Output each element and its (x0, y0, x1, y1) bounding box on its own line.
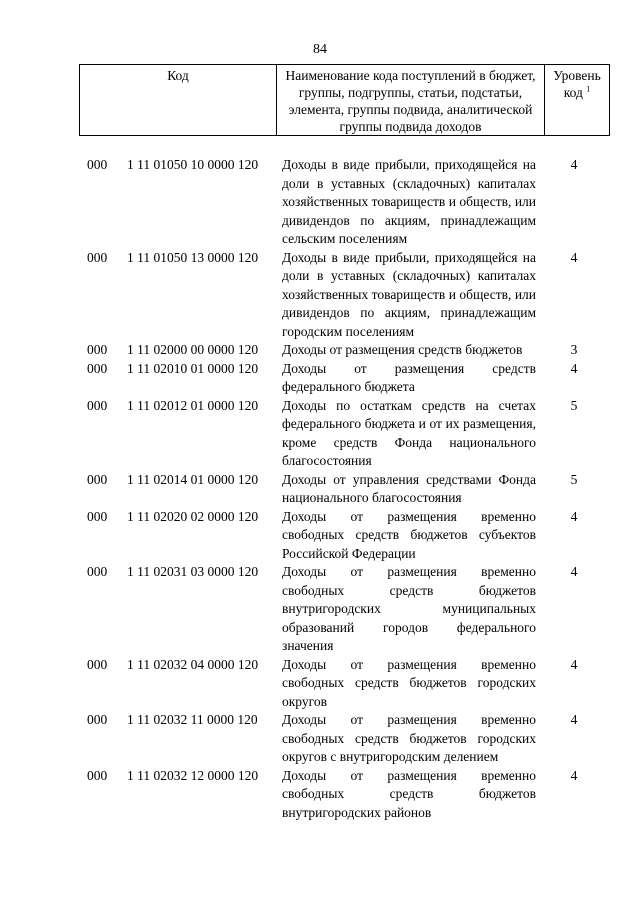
header-name: Наименование кода поступлений в бюджет, группы, подгруппы, статьи, подстатьи, элемента, группы подвида, аналитической группы подвида доходов (277, 65, 545, 135)
row-level: 4 (570, 249, 578, 265)
row-level: 5 (570, 397, 578, 413)
table-row (0, 397, 640, 471)
row-admin-code: 000 (87, 564, 108, 579)
row-name: Доходы от размещения временно свободных средств бюджетов городских округов (282, 656, 536, 709)
row-admin-code: 000 (87, 397, 108, 413)
row-level: 4 (570, 656, 578, 672)
row-admin-code: 000 (87, 508, 108, 524)
row-level: 4 (570, 564, 578, 579)
header-code: Код (80, 65, 277, 135)
row-admin-code: 000 (87, 360, 108, 376)
header-level-text: Уровень код (553, 68, 601, 100)
table-header (79, 64, 610, 136)
table-row (0, 508, 640, 564)
row-name: Доходы от размещения средств бюджетов (282, 342, 523, 357)
table-body (0, 156, 640, 822)
page-number: 84 (313, 42, 327, 57)
row-income-code: 1 11 02014 01 0000 120 (127, 471, 259, 487)
row-income-code: 1 11 01050 10 0000 120 (127, 157, 259, 172)
row-income-code: 1 11 02020 02 0000 120 (127, 508, 259, 524)
row-level: 4 (570, 767, 578, 783)
row-income-code: 1 11 02031 03 0000 120 (127, 564, 259, 579)
header-level-footnote: 1 (586, 84, 591, 94)
row-income-code: 1 11 02012 01 0000 120 (127, 397, 259, 413)
row-income-code: 1 11 02032 11 0000 120 (127, 712, 258, 727)
row-level: 4 (570, 360, 578, 376)
row-income-code: 1 11 02000 00 0000 120 (127, 342, 259, 357)
row-name: Доходы от размещения средств федерального бюджета (282, 360, 536, 394)
row-income-code: 1 11 01050 13 0000 120 (127, 249, 259, 265)
row-income-code: 1 11 02032 12 0000 120 (127, 767, 259, 783)
table-row (0, 767, 640, 823)
row-admin-code: 000 (87, 767, 108, 783)
row-name: Доходы от размещения временно свободных средств бюджетов городских округов с внутригородским делением (282, 712, 536, 764)
row-name: Доходы от размещения временно свободных средств бюджетов субъектов Российской Федерации (282, 508, 536, 561)
row-name: Доходы от управления средствами Фонда национального благосостояния (282, 471, 536, 505)
row-admin-code: 000 (87, 656, 108, 672)
table-row (0, 156, 640, 249)
row-income-code: 1 11 02032 04 0000 120 (127, 656, 259, 672)
row-admin-code: 000 (87, 342, 108, 357)
row-admin-code: 000 (87, 712, 108, 727)
row-name: Доходы по остаткам средств на счетах федерального бюджета и от их размещения, кроме средств Фонда национального благосостояния (282, 397, 536, 468)
row-level: 4 (570, 157, 578, 172)
row-income-code: 1 11 02010 01 0000 120 (127, 360, 259, 376)
table-row (0, 563, 640, 656)
row-admin-code: 000 (87, 249, 108, 265)
row-name: Доходы от размещения временно свободных средств бюджетов внутригородских муниципальных образований городов федерального значения (282, 564, 536, 653)
table-row (0, 341, 640, 360)
row-admin-code: 000 (87, 471, 108, 487)
row-level: 3 (570, 342, 578, 357)
row-level: 4 (570, 508, 578, 524)
row-level: 4 (570, 712, 578, 727)
row-level: 5 (570, 471, 578, 487)
table-row (0, 711, 640, 767)
row-name: Доходы в виде прибыли, приходящейся на доли в уставных (складочных) капиталах хозяйственных товариществ и обществ, или дивидендов по акциям, принадлежащим сельским поселениям (282, 157, 536, 246)
table-row (0, 471, 640, 508)
table-row (0, 249, 640, 342)
row-name: Доходы в виде прибыли, приходящейся на доли в уставных (складочных) капиталах хозяйственных товариществ и обществ, или дивидендов по акциям, принадлежащим городским поселениям (282, 249, 536, 339)
header-level (545, 65, 609, 135)
row-admin-code: 000 (87, 157, 108, 172)
table-row (0, 360, 640, 397)
table-row (0, 656, 640, 712)
row-name: Доходы от размещения временно свободных средств бюджетов внутригородских районов (282, 767, 536, 820)
